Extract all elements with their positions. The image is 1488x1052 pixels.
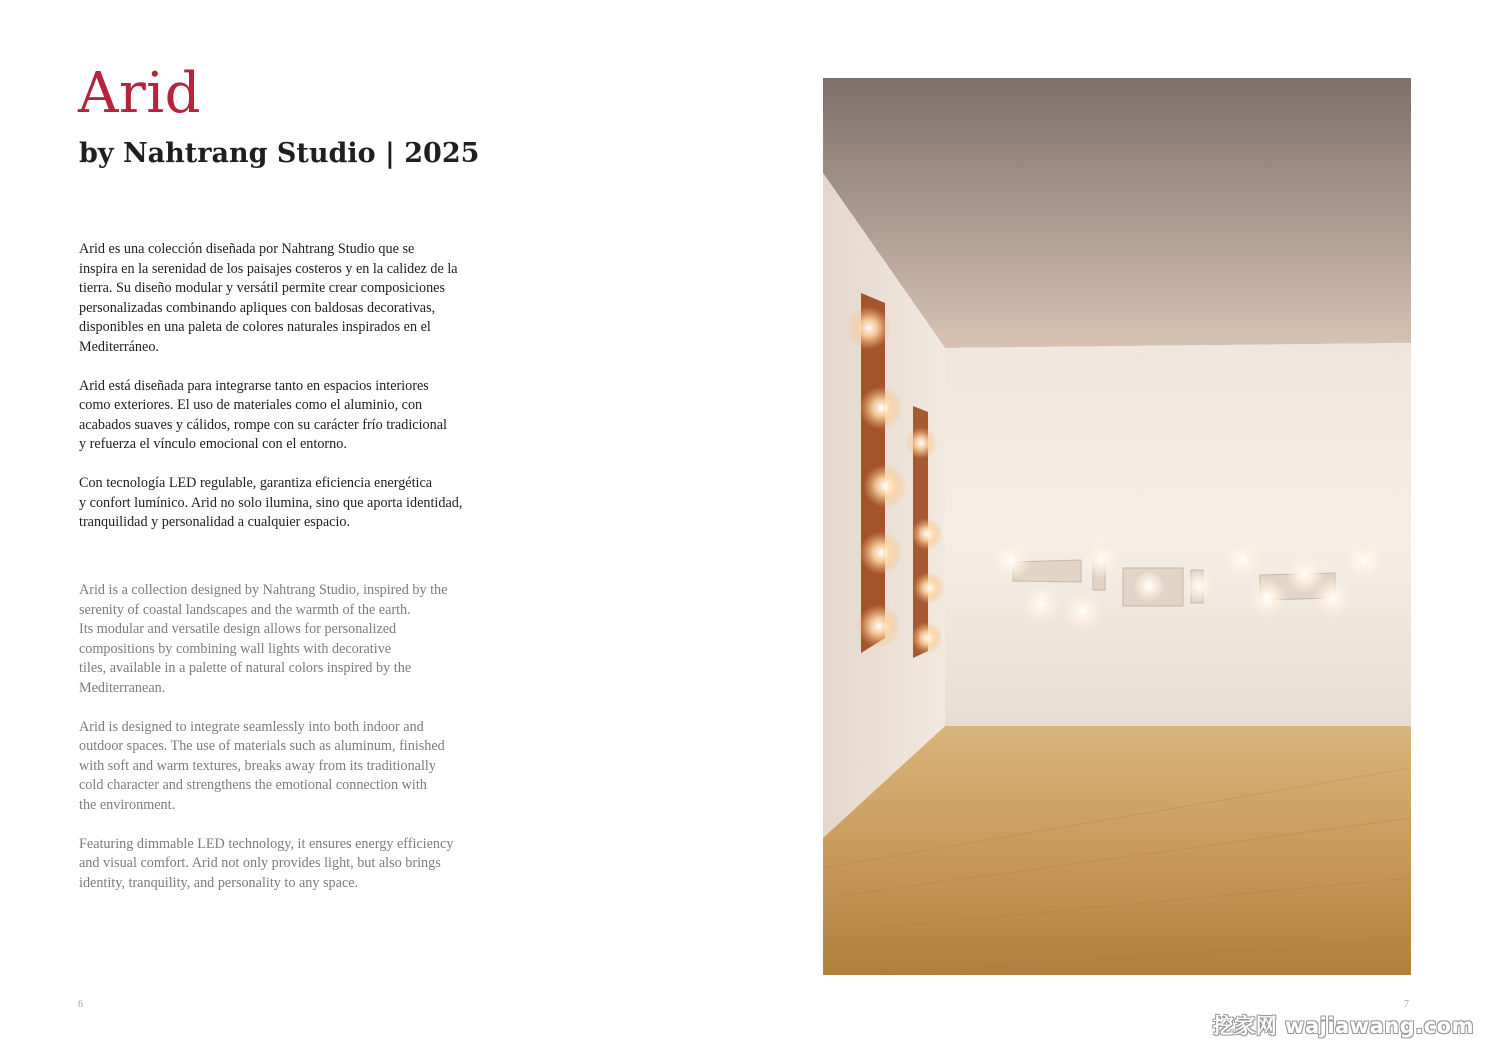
page-subtitle: by Nahtrang Studio | 2025 [79,138,480,169]
room-photo [823,78,1411,975]
paragraph: Arid is designed to integrate seamlessly into both indoor and outdoor spaces. The use of materials such as aluminum, finished with soft and warm textures, breaks away from its traditionally cold character and strengthens the emotional connection with the environment. [79,718,445,813]
paragraph: Arid is a collection designed by Nahtrang Studio, inspired by the serenity of coastal landscapes and the warmth of the earth. Its modular and versatile design allows for personalized compositions by combining wall lights with decorative tiles, available in a palette of natural colors inspired by the Mediterranean. [79,582,448,696]
paragraph: Featuring dimmable LED technology, it ensures energy efficiency and visual comfort. Arid not only provides light, but also brings identity, tranquility, and personality to any space. [79,835,454,891]
page-number-left: 6 [78,999,83,1010]
watermark-logo: 挖家网 wajiawang.com [1212,1014,1474,1038]
page-number-right: 7 [1404,999,1409,1010]
page-title: Arid [78,61,201,126]
english-text-block [79,581,509,913]
paragraph: Arid está diseñada para integrarse tanto en espacios interiores como exteriores. El uso de materiales como el aluminio, con acabados suaves y cálidos, rompe con su carácter frío tradicional y refuerza el vínculo emocional con el entorno. [79,377,447,452]
spanish-text-block [79,240,509,552]
room-illustration [823,78,1411,975]
paragraph: Con tecnología LED regulable, garantiza eficiencia energética y confort lumínico. Arid no solo ilumina, sino que aporta identidad, tranquilidad y personalidad a cualquier espacio. [79,475,463,530]
paragraph: Arid es una colección diseñada por Nahtrang Studio que se inspira en la serenidad de los paisajes costeros y en la calidez de la tierra. Su diseño modular y versátil permite crear composiciones personalizadas combinando apliques con baldosas decorativas, disponibles en una paleta de colores naturales inspirados en el Mediterráneo. [79,241,458,355]
